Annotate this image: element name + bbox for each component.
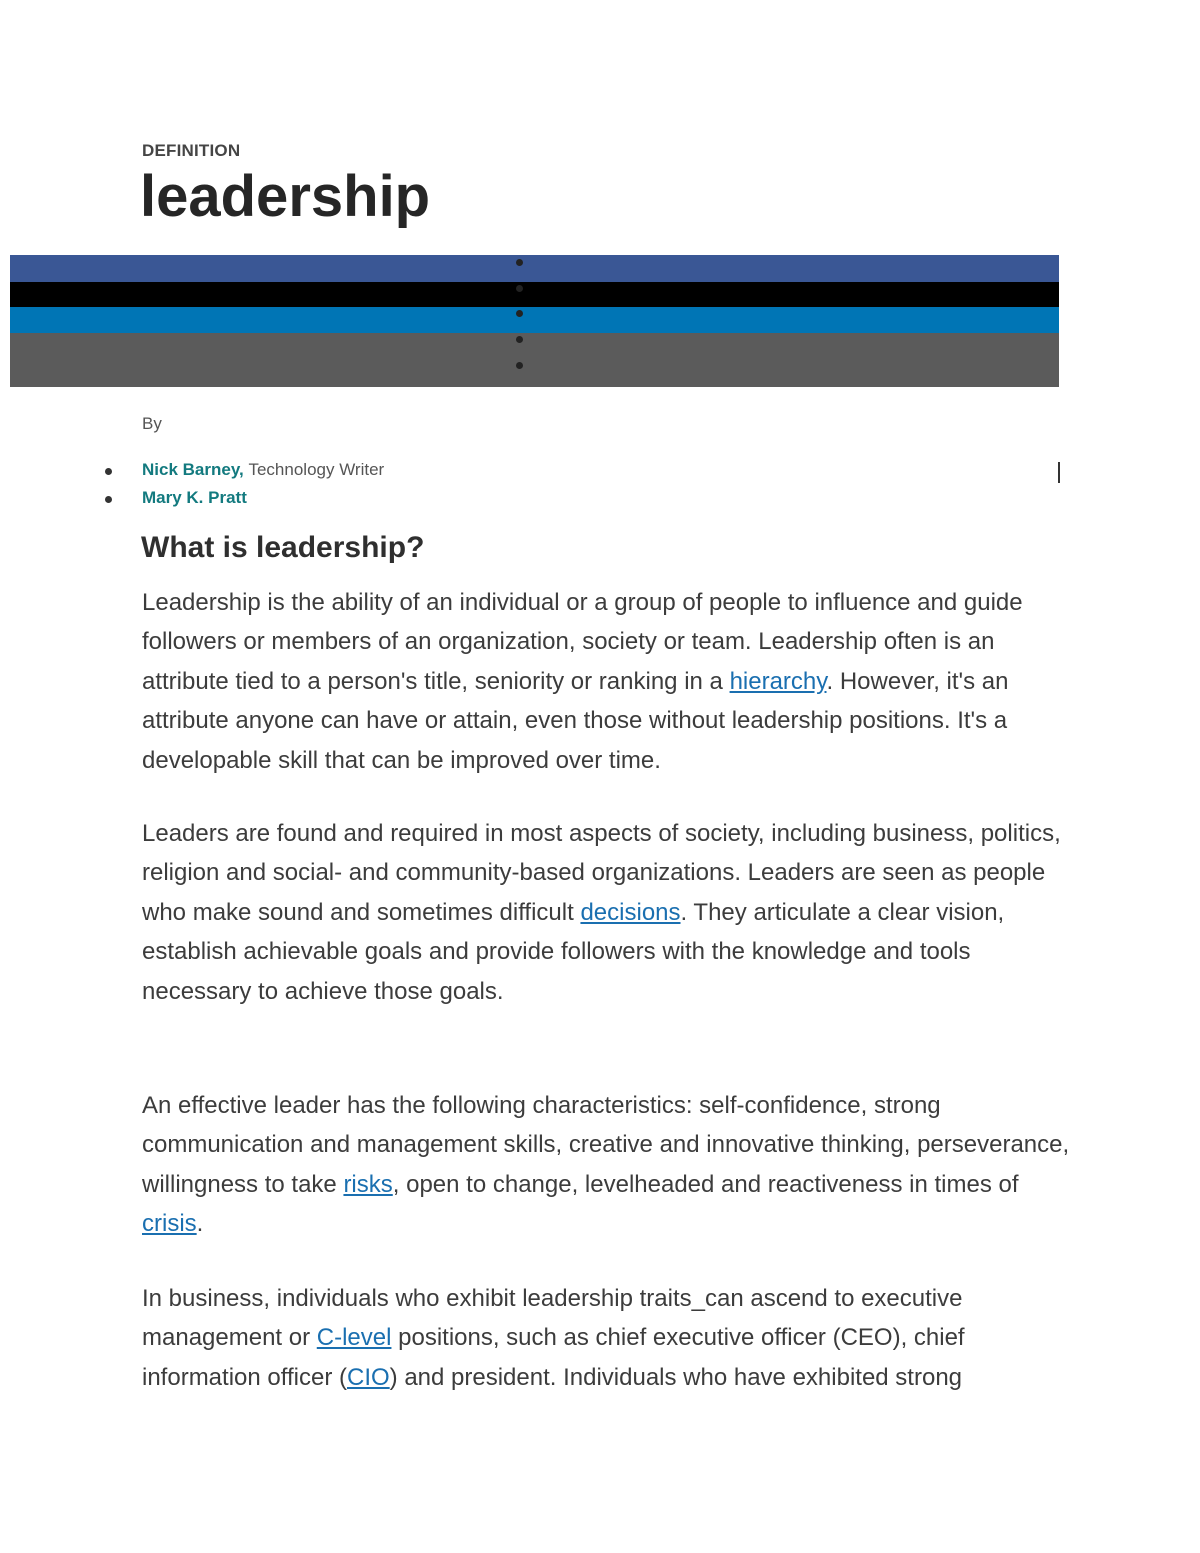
section-heading: What is leadership? <box>141 531 425 564</box>
byline-label: By <box>142 414 162 433</box>
banner-dot-icon <box>516 336 523 343</box>
paragraph-text: , open to change, levelheaded and reactiveness in times of <box>392 1170 1019 1198</box>
link-hierarchy[interactable]: hierarchy <box>729 667 827 695</box>
paragraph-4 <box>142 1279 1072 1397</box>
link-cio[interactable]: CIO <box>346 1363 390 1391</box>
banner-stripe-gray <box>10 333 1059 387</box>
paragraph-text: . However, it's an attribute anyone can have or attain, even those without leadership positions. It's a developable skill that can be improved over time. <box>142 667 1009 774</box>
paragraph-text: . They articulate a clear vision, establish achievable goals and provide followers with the knowledge and tools necessary to achieve those goals. <box>142 898 1005 1005</box>
paragraph-text: Leadership is the ability of an individual or a group of people to influence and guide followers or members of an organization, society or team. Leadership often is an attribute tied to a person's title, seniority or ranking in a <box>142 589 1023 695</box>
author-role: Technology Writer <box>248 460 385 479</box>
bullet-icon <box>105 468 112 475</box>
banner-dot-icon <box>516 362 523 369</box>
bullet-icon <box>105 496 112 503</box>
link-crisis[interactable]: crisis <box>142 1210 197 1238</box>
banner-dot-icon <box>516 259 523 266</box>
paragraph-text: . <box>196 1210 204 1238</box>
text-cursor-icon <box>1058 462 1060 483</box>
header-banner <box>10 255 1059 387</box>
link-risks[interactable]: risks <box>343 1170 393 1198</box>
paragraph-text: ) and president. Individuals who have exhibited strong <box>389 1363 963 1391</box>
paragraph-1 <box>142 583 1072 780</box>
link-c-level[interactable]: C-level <box>316 1324 392 1352</box>
link-decisions[interactable]: decisions <box>580 898 681 926</box>
author-link-nick-barney[interactable] <box>142 460 384 480</box>
author-name: Nick Barney, <box>142 460 244 479</box>
banner-dot-icon <box>516 285 523 292</box>
banner-dot-icon <box>516 310 523 317</box>
page-title: leadership <box>140 164 431 229</box>
definition-kicker: DEFINITION <box>142 141 241 160</box>
banner-stripe-light-blue <box>10 307 1059 333</box>
paragraph-text: Leaders are found and required in most aspects of society, including business, politics, religion and social- and community-based organizations. Leaders are seen as people who make sound and sometimes difficult <box>142 820 1061 926</box>
paragraph-text: An effective leader has the following characteristics: self-confidence, strong communication and management skills, creative and innovative thinking, perseverance, willingness to take <box>142 1092 1070 1198</box>
paragraph-text: In business, individuals who exhibit leadership traits_can ascend to executive management or <box>142 1285 963 1352</box>
paragraph-3 <box>142 1086 1072 1244</box>
author-name: Mary K. Pratt <box>142 488 247 507</box>
paragraph-text: positions, such as chief executive officer (CEO), chief information officer ( <box>142 1324 965 1391</box>
paragraph-2 <box>142 814 1072 1011</box>
banner-stripe-blue <box>10 255 1059 282</box>
author-link-mary-pratt[interactable] <box>142 488 247 508</box>
banner-stripe-black <box>10 282 1059 307</box>
